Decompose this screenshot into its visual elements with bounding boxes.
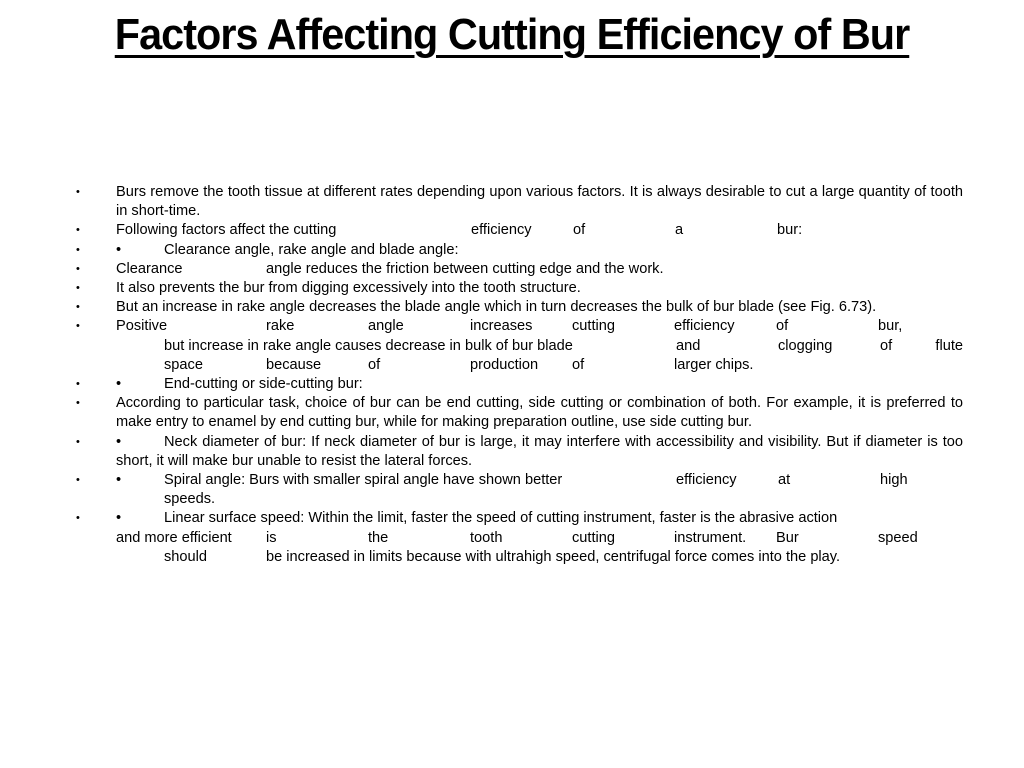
bullet-mark: • <box>76 282 80 295</box>
item-text: production <box>470 356 539 373</box>
list-item <box>70 260 963 279</box>
item-text: Clearance angle, rake angle and blade angle: <box>164 241 459 258</box>
item-text: tooth <box>470 529 503 546</box>
bullet-mark: • <box>76 243 80 256</box>
item-text: high <box>880 472 908 489</box>
item-text: of <box>573 222 586 239</box>
item-text: bur, <box>878 318 903 335</box>
bullet-mark: • <box>76 512 80 525</box>
bullet-mark: • <box>76 474 80 487</box>
item-text: the <box>368 529 389 546</box>
item-text: But an increase in rake angle decreases the blade angle which in turn decreases the bulk of bur blade (see Fig. 6.73). <box>116 299 877 316</box>
item-text: of <box>880 337 893 354</box>
inline-bullet: • <box>116 433 122 450</box>
bullet-mark: • <box>76 186 80 198</box>
bullet-mark: • <box>76 378 80 391</box>
item-text: cutting <box>572 318 615 335</box>
item-text: It also prevents the bur from digging excessively into the tooth structure. <box>116 280 581 297</box>
list-item <box>70 241 963 260</box>
list-item <box>70 221 963 240</box>
slide-title: Factors Affecting Cutting Efficiency of Bur <box>114 10 910 59</box>
item-text: at <box>778 472 791 489</box>
item-text: rake <box>266 318 295 335</box>
item-text: and <box>676 337 701 354</box>
inline-bullet: • <box>116 472 122 489</box>
item-text: space <box>164 356 203 373</box>
list-item <box>70 394 963 432</box>
item-text: Linear surface speed: Within the limit, faster the speed of cutting instrument, faster is the abrasive action <box>164 510 838 527</box>
bullet-mark: • <box>76 224 80 237</box>
item-text: be increased in limits because with ultrahigh speed, centrifugal force comes into the play. <box>266 548 841 565</box>
item-text: bur: <box>777 222 803 239</box>
item-text: speeds. <box>164 491 216 508</box>
item-text: a <box>675 222 684 239</box>
item-text: but increase in rake angle causes decrease in bulk of bur blade <box>164 337 573 354</box>
item-text: cutting <box>572 529 615 546</box>
item-text: angle <box>368 318 404 335</box>
bullet-mark: • <box>76 435 80 448</box>
item-text: of <box>776 318 789 335</box>
list-item <box>70 433 963 471</box>
item-text: and more efficient <box>116 529 232 546</box>
list-item <box>70 317 963 375</box>
list-item <box>70 298 963 317</box>
list-item <box>70 375 963 394</box>
item-text: Spiral angle: Burs with smaller spiral angle have shown better <box>164 472 563 489</box>
item-text: flute <box>935 337 963 354</box>
bullet-list <box>70 183 963 567</box>
item-text: Bur <box>776 529 799 546</box>
item-text: clogging <box>778 337 833 354</box>
list-item <box>70 471 963 509</box>
bullet-mark: • <box>76 397 80 410</box>
inline-bullet: • <box>116 241 122 258</box>
item-text: of <box>368 356 381 373</box>
item-text: is <box>266 529 277 546</box>
list-item <box>70 279 963 298</box>
item-text: Following factors affect the cutting <box>116 222 337 239</box>
item-text: should <box>164 548 208 565</box>
item-text: increases <box>470 318 533 335</box>
item-text: angle reduces the friction between cutting edge and the work. <box>266 260 664 277</box>
item-text: Neck diameter of bur: If neck diameter of bur is large, it may interfere with accessibility and visibility. But if diameter is too short, it will make bur unable to resist the lateral forces. <box>116 433 963 469</box>
bullet-mark: • <box>76 262 80 275</box>
bullet-mark: • <box>76 320 80 333</box>
item-text: because <box>266 356 322 373</box>
item-text: Clearance <box>116 260 183 277</box>
item-text: Positive <box>116 318 168 335</box>
item-text: instrument. <box>674 529 747 546</box>
item-text: speed <box>878 529 918 546</box>
item-text: According to particular task, choice of bur can be end cutting, side cutting or combination of both. For example, it is preferred to make entry to enamel by end cutting bur, while for making preparation outline, use side cutting bur. <box>116 395 963 431</box>
item-text: efficiency <box>471 222 532 239</box>
inline-bullet: • <box>116 376 122 393</box>
inline-bullet: • <box>116 510 122 527</box>
bullet-mark: • <box>76 301 80 314</box>
list-item <box>70 183 963 221</box>
item-text: of <box>572 356 585 373</box>
item-text: efficiency <box>676 472 737 489</box>
item-text: efficiency <box>674 318 735 335</box>
item-text: Burs remove the tooth tissue at different rates depending upon various factors. It is always desirable to cut a large quantity of tooth in short-time. <box>116 184 963 220</box>
item-text: End-cutting or side-cutting bur: <box>164 376 363 393</box>
item-text: larger chips. <box>674 356 754 373</box>
list-item <box>70 509 963 567</box>
